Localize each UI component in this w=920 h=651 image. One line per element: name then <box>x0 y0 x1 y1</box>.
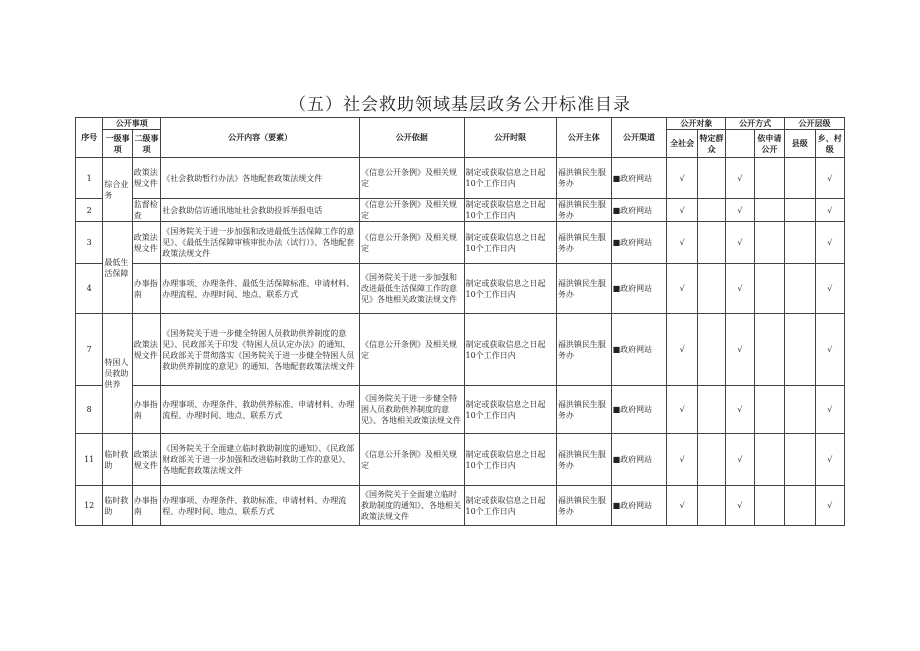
document-title: （五）社会救助领域基层政务公开标准目录 <box>289 95 631 115</box>
row-target-all-check: √ <box>667 199 697 222</box>
row-target-specific-check <box>697 158 725 199</box>
row-level-village-check: √ <box>815 222 845 264</box>
row-seq: 7 <box>76 314 103 386</box>
row-level-village-check: √ <box>815 434 845 486</box>
row-subject: 福洪镇民生服务办 <box>556 434 611 486</box>
row-method-active-check: √ <box>726 158 754 199</box>
row-channel: ■政府网站 <box>611 314 667 386</box>
row-time: 制定或获取信息之日起10个工作日内 <box>464 158 556 199</box>
header-seq: 序号 <box>76 118 103 158</box>
row-item-l1: 综合业务 <box>103 158 132 222</box>
row-basis: 《国务院关于全面建立临时救助制度的通知》、各地相关政策法规文件 <box>360 486 464 526</box>
row-level-county-check <box>785 158 815 199</box>
header-level-county: 县级 <box>785 130 815 158</box>
row-time: 制定或获取信息之日起10个工作日内 <box>464 222 556 264</box>
row-method-request-check <box>754 264 784 314</box>
row-level-village-check: √ <box>815 386 845 434</box>
row-level-county-check <box>785 314 815 386</box>
row-seq: 12 <box>76 486 103 526</box>
header-item: 公开事项 <box>103 118 161 130</box>
row-basis: 《信息公开条例》及相关规定 <box>360 199 464 222</box>
row-time: 制定或获取信息之日起10个工作日内 <box>464 264 556 314</box>
row-subject: 福洪镇民生服务办 <box>556 222 611 264</box>
row-item-l2: 政策法规文件 <box>132 314 160 386</box>
row-content: 办理事项、办理条件、救助标准、申请材料、办理流程、办理时间、地点、联系方式 <box>161 486 360 526</box>
table-row <box>76 386 845 434</box>
row-level-village-check: √ <box>815 264 845 314</box>
row-item-l1: 临时救助 <box>103 434 132 486</box>
row-target-all-check: √ <box>667 264 697 314</box>
row-basis: 《国务院关于进一步健全特困人员救助供养制度的意见》、各地相关政策法规文件 <box>360 386 464 434</box>
row-target-specific-check <box>697 434 725 486</box>
row-level-village-check: √ <box>815 314 845 386</box>
row-method-active-check: √ <box>726 434 754 486</box>
header-subject: 公开主体 <box>556 118 611 158</box>
row-method-request-check <box>754 314 784 386</box>
row-level-county-check <box>785 199 815 222</box>
row-basis: 《信息公开条例》及相关规定 <box>360 314 464 386</box>
row-basis: 《信息公开条例》及相关规定 <box>360 434 464 486</box>
row-item-l2: 政策法规文件 <box>132 434 160 486</box>
row-channel: ■政府网站 <box>611 386 667 434</box>
row-method-active-check: √ <box>726 264 754 314</box>
header-method-request: 依申请公开 <box>754 130 784 158</box>
row-target-all-check: √ <box>667 386 697 434</box>
row-channel: ■政府网站 <box>611 434 667 486</box>
header-target-specific: 特定群众 <box>697 130 725 158</box>
row-target-specific-check <box>697 222 725 264</box>
row-method-active-check: √ <box>726 486 754 526</box>
table-row <box>76 434 845 486</box>
row-subject: 福洪镇民生服务办 <box>556 486 611 526</box>
table-row <box>76 199 845 222</box>
row-content: 《国务院关于进一步健全特困人员救助供养制度的意见》、民政部关于印发《特困人员认定办法》的通知、民政部关于贯彻落实《国务院关于进一步健全特困人员救助供养制度的意见》的通知、各地配套政策法规文件 <box>161 314 360 386</box>
row-basis: 《国务院关于进一步加强和改进最低生活保障工作的意见》各地相关政策法规文件 <box>360 264 464 314</box>
row-subject: 福洪镇民生服务办 <box>556 199 611 222</box>
row-item-l2: 政策法规文件 <box>132 158 160 199</box>
row-content: 办理事项、办理条件、救助供养标准、申请材料、办理流程、办理时间、地点、联系方式 <box>161 386 360 434</box>
header-row-1 <box>76 118 845 130</box>
row-method-request-check <box>754 486 784 526</box>
row-subject: 福洪镇民生服务办 <box>556 386 611 434</box>
row-seq: 2 <box>76 199 103 222</box>
header-channel: 公开渠道 <box>611 118 667 158</box>
row-target-all-check: √ <box>667 486 697 526</box>
row-channel: ■政府网站 <box>611 199 667 222</box>
header-item-l2: 二级事项 <box>132 130 160 158</box>
table-row <box>76 486 845 526</box>
table-row <box>76 222 845 264</box>
row-item-l1: 临时救助 <box>103 486 132 526</box>
row-method-active-check: √ <box>726 199 754 222</box>
table-row <box>76 264 845 314</box>
row-method-request-check <box>754 386 784 434</box>
row-level-county-check <box>785 486 815 526</box>
row-seq: 11 <box>76 434 103 486</box>
row-content: 社会救助信访通讯地址社会救助投诉举报电话 <box>161 199 360 222</box>
row-item-l2: 办事指南 <box>132 386 160 434</box>
row-seq: 3 <box>76 222 103 264</box>
row-method-request-check <box>754 199 784 222</box>
row-basis: 《信息公开条例》及相关规定 <box>360 222 464 264</box>
row-target-specific-check <box>697 486 725 526</box>
row-time: 制定或获取信息之日起10个工作日内 <box>464 486 556 526</box>
header-method: 公开方式 <box>726 118 785 130</box>
row-seq: 4 <box>76 264 103 314</box>
header-level-village: 乡、村级 <box>815 130 845 158</box>
header-level: 公开层级 <box>785 118 845 130</box>
row-content: 办理事项、办理条件、最低生活保障标准、申请材料、办理流程、办理时间、地点、联系方式 <box>161 264 360 314</box>
row-seq: 8 <box>76 386 103 434</box>
row-target-specific-check <box>697 199 725 222</box>
row-subject: 福洪镇民生服务办 <box>556 158 611 199</box>
row-method-request-check <box>754 222 784 264</box>
row-level-county-check <box>785 386 815 434</box>
table-row <box>76 314 845 386</box>
row-time: 制定或获取信息之日起10个工作日内 <box>464 386 556 434</box>
row-target-specific-check <box>697 264 725 314</box>
row-content: 《社会救助暂行办法》各地配套政策法规文件 <box>161 158 360 199</box>
row-time: 制定或获取信息之日起10个工作日内 <box>464 434 556 486</box>
row-target-all-check: √ <box>667 434 697 486</box>
row-method-request-check <box>754 158 784 199</box>
header-method-active <box>726 130 754 158</box>
row-level-county-check <box>785 434 815 486</box>
row-level-county-check <box>785 264 815 314</box>
row-subject: 福洪镇民生服务办 <box>556 314 611 386</box>
row-time: 制定或获取信息之日起10个工作日内 <box>464 314 556 386</box>
row-level-county-check <box>785 222 815 264</box>
header-item-l1: 一级事项 <box>103 130 132 158</box>
table-row <box>76 158 845 199</box>
row-target-all-check: √ <box>667 222 697 264</box>
row-content: 《国务院关于进一步加强和改进最低生活保障工作的意见》、《最低生活保障审核审批办法（试行）》、各地配套政策法规文件 <box>161 222 360 264</box>
header-content: 公开内容（要素） <box>161 118 360 158</box>
row-level-village-check: √ <box>815 199 845 222</box>
row-method-active-check: √ <box>726 386 754 434</box>
row-channel: ■政府网站 <box>611 486 667 526</box>
row-method-active-check: √ <box>726 222 754 264</box>
header-target-all: 全社会 <box>667 130 697 158</box>
row-item-l1: 最低生活保障 <box>103 222 132 314</box>
header-basis: 公开依据 <box>360 118 464 158</box>
row-subject: 福洪镇民生服务办 <box>556 264 611 314</box>
row-item-l2: 办事指南 <box>132 486 160 526</box>
row-method-active-check: √ <box>726 314 754 386</box>
row-level-village-check: √ <box>815 486 845 526</box>
row-target-specific-check <box>697 386 725 434</box>
row-target-all-check: √ <box>667 314 697 386</box>
row-content: 《国务院关于全面建立临时救助制度的通知》、《民政部财政部关于进一步加强和改进临时救助工作的意见》、各地配套政策法规文件 <box>161 434 360 486</box>
row-method-request-check <box>754 434 784 486</box>
header-target: 公开对象 <box>667 118 726 130</box>
row-seq: 1 <box>76 158 103 199</box>
row-time: 制定或获取信息之日起10个工作日内 <box>464 199 556 222</box>
disclosure-catalog-table <box>75 117 845 526</box>
row-item-l1: 特困人员救助供养 <box>103 314 132 434</box>
row-target-all-check: √ <box>667 158 697 199</box>
row-channel: ■政府网站 <box>611 158 667 199</box>
row-channel: ■政府网站 <box>611 264 667 314</box>
row-basis: 《信息公开条例》及相关规定 <box>360 158 464 199</box>
row-target-specific-check <box>697 314 725 386</box>
row-item-l2: 监督检查 <box>132 199 160 222</box>
row-item-l2: 政策法规文件 <box>132 222 160 264</box>
header-time: 公开时限 <box>464 118 556 158</box>
row-level-village-check: √ <box>815 158 845 199</box>
row-item-l2: 办事指南 <box>132 264 160 314</box>
row-channel: ■政府网站 <box>611 222 667 264</box>
